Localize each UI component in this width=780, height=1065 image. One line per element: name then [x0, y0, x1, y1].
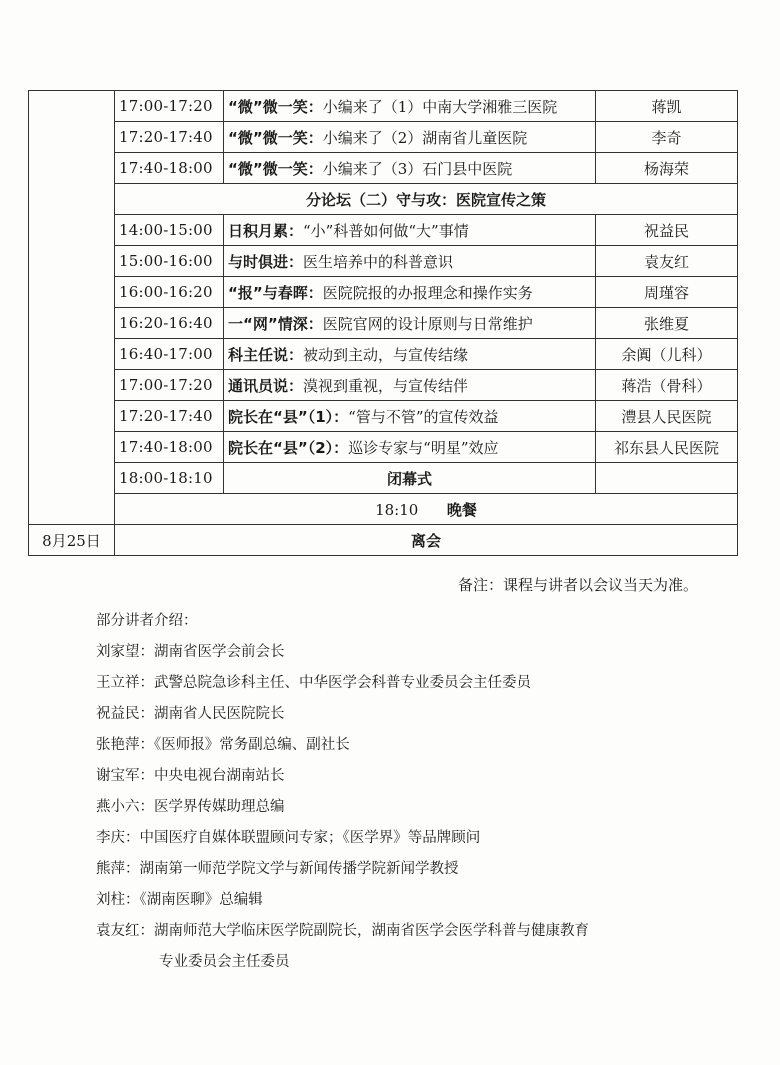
topic-cell — [224, 401, 596, 432]
intro-heading: 部分讲者介绍： — [96, 613, 198, 629]
speaker-cell: 李奇 — [596, 122, 738, 153]
speaker-cell: 蒋浩（骨科） — [596, 370, 738, 401]
intro-item: 袁友红：湖南师范大学临床医学院副院长，湖南省医学会医学科普与健康教育 — [96, 923, 589, 939]
topic-bold: 科主任说： — [228, 345, 304, 364]
topic-text: 小编来了（1）中南大学湘雅三医院 — [322, 97, 558, 116]
schedule-row — [29, 246, 738, 277]
time-cell: 17:00-17:20 — [115, 91, 224, 122]
schedule-row — [29, 91, 738, 122]
topic-cell — [224, 370, 596, 401]
speaker-cell: 蒋凯 — [596, 91, 738, 122]
time-cell: 17:00-17:20 — [115, 370, 224, 401]
closing-row — [29, 463, 738, 494]
speaker-cell: 余阗（儿科） — [596, 339, 738, 370]
schedule-row — [29, 153, 738, 184]
speaker-cell: 祝益民 — [596, 215, 738, 246]
forum-title: 分论坛（二）守与攻：医院宣传之策 — [115, 184, 738, 215]
topic-bold: “微”微一笑： — [228, 97, 323, 116]
dinner-cell — [115, 494, 738, 525]
intro-item: 张艳萍：《医师报》常务副总编、副社长 — [96, 737, 350, 753]
speaker-cell: 袁友红 — [596, 246, 738, 277]
speaker-cell: 祁东县人民医院 — [596, 432, 738, 463]
intro-item: 李庆：中国医疗自媒体联盟顾问专家；《医学界》等品牌顾问 — [96, 830, 481, 846]
topic-text: 漠视到重视，与宣传结伴 — [303, 376, 469, 395]
depart-label: 离会 — [115, 525, 738, 556]
schedule-row — [29, 308, 738, 339]
intro-item: 熊萍：湖南第一师范学院文学与新闻传播学院新闻学教授 — [96, 861, 459, 877]
topic-text: 医院官网的设计原则与日常维护 — [322, 314, 533, 333]
speaker-cell-empty — [596, 463, 738, 494]
topic-cell — [224, 277, 596, 308]
topic-bold: “微”微一笑： — [228, 159, 323, 178]
topic-bold: 日积月累： — [228, 221, 304, 240]
schedule-table — [28, 90, 738, 556]
intro-item-continuation: 专业委员会主任委员 — [159, 954, 290, 970]
date-cell-empty — [29, 91, 115, 525]
schedule-row — [29, 370, 738, 401]
intro-item: 刘柱：《湖南医聊》总编辑 — [96, 892, 263, 908]
forum-header-row — [29, 184, 738, 215]
topic-bold: 一“网”情深： — [228, 314, 323, 333]
depart-date: 8月25日 — [29, 525, 115, 556]
schedule-row — [29, 215, 738, 246]
topic-bold: 院长在“县”（1）： — [228, 407, 349, 426]
time-cell: 16:00-16:20 — [115, 277, 224, 308]
schedule-row — [29, 122, 738, 153]
time-cell: 17:20-17:40 — [115, 401, 224, 432]
topic-text: 小编来了（2）湖南省儿童医院 — [322, 128, 528, 147]
time-cell: 17:40-18:00 — [115, 153, 224, 184]
time-cell: 18:00-18:10 — [115, 463, 224, 494]
topic-text: 巡诊专家与“明星”效应 — [348, 438, 499, 457]
time-cell: 17:20-17:40 — [115, 122, 224, 153]
topic-text: 被动到主动，与宣传结缘 — [303, 345, 469, 364]
time-cell: 16:20-16:40 — [115, 308, 224, 339]
topic-bold: 通讯员说： — [228, 376, 304, 395]
topic-text: 医生培养中的科普意识 — [303, 252, 454, 271]
intro-item: 燕小六：医学界传媒助理总编 — [96, 799, 285, 815]
time-cell: 17:40-18:00 — [115, 432, 224, 463]
dinner-time: 18:10 — [375, 500, 419, 519]
closing-ceremony: 闭幕式 — [224, 463, 596, 494]
intro-item: 祝益民：湖南省人民医院院长 — [96, 706, 285, 722]
topic-cell — [224, 432, 596, 463]
intro-item: 刘家望：湖南省医学会前会长 — [96, 644, 285, 660]
schedule-row — [29, 339, 738, 370]
topic-cell — [224, 246, 596, 277]
schedule-row — [29, 277, 738, 308]
topic-cell — [224, 153, 596, 184]
depart-row — [29, 525, 738, 556]
topic-cell — [224, 308, 596, 339]
speaker-cell: 杨海荣 — [596, 153, 738, 184]
topic-text: “管与不管”的宣传效益 — [348, 407, 499, 426]
topic-cell — [224, 91, 596, 122]
dinner-label: 晚餐 — [446, 500, 477, 519]
topic-cell — [224, 122, 596, 153]
topic-text: 医院院报的办报理念和操作实务 — [322, 283, 533, 302]
schedule-row — [29, 401, 738, 432]
topic-cell — [224, 339, 596, 370]
dinner-row — [29, 494, 738, 525]
time-cell: 15:00-16:00 — [115, 246, 224, 277]
speaker-cell: 张维夏 — [596, 308, 738, 339]
topic-bold: “微”微一笑： — [228, 128, 323, 147]
speaker-cell: 澧县人民医院 — [596, 401, 738, 432]
topic-bold: 院长在“县”（2）： — [228, 438, 349, 457]
intro-item: 王立祥：武警总院急诊科主任、中华医学会科普专业委员会主任委员 — [96, 675, 531, 691]
time-cell: 14:00-15:00 — [115, 215, 224, 246]
note-text: 备注：课程与讲者以会议当天为准。 — [457, 576, 698, 594]
topic-bold: “报”与春晖： — [228, 283, 323, 302]
schedule-row — [29, 432, 738, 463]
speaker-cell: 周瑾容 — [596, 277, 738, 308]
intro-item: 谢宝军：中央电视台湖南站长 — [96, 768, 285, 784]
topic-text: 小编来了（3）石门县中医院 — [322, 159, 513, 178]
time-cell: 16:40-17:00 — [115, 339, 224, 370]
topic-text: “小”科普如何做“大”事情 — [303, 221, 469, 240]
speaker-intro — [96, 606, 589, 978]
topic-cell — [224, 215, 596, 246]
topic-bold: 与时俱进： — [228, 252, 304, 271]
